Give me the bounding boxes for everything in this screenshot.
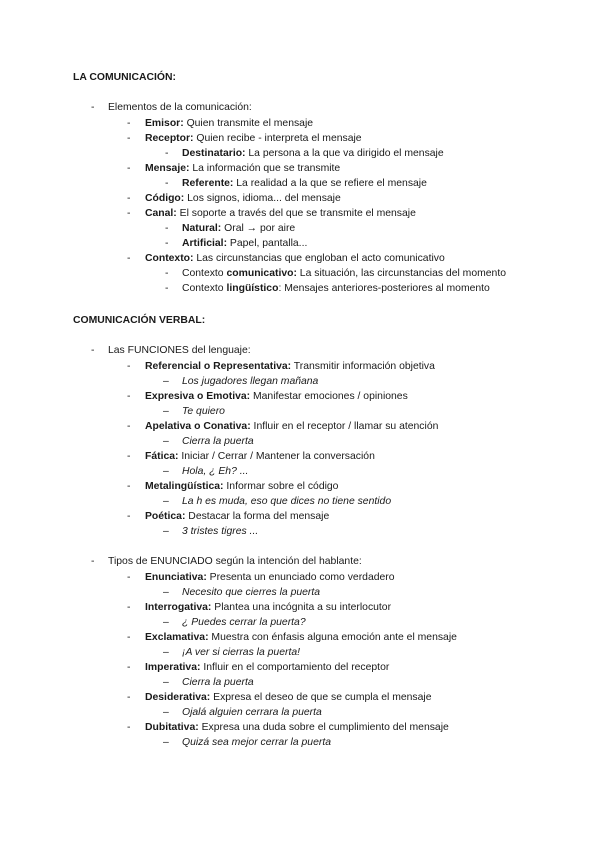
term: Expresiva o Emotiva: [145,391,251,402]
bullet: – [163,647,169,658]
prefix: Contexto [182,268,227,279]
definition: Expresa una duda sobre el cumplimiento del mensaje [198,722,449,733]
list-item [127,690,432,705]
bullet: – [163,677,169,688]
list-item [127,630,457,645]
list-item [127,116,314,131]
term: Código: [145,193,185,204]
list-item [165,176,427,191]
definition: La información que se transmite [189,163,341,174]
example: Cierra la puerta [182,436,254,447]
list-item [127,131,362,146]
bullet: - [127,208,131,219]
term: Interrogativa: [145,602,212,613]
definition: Quien transmite el mensaje [183,118,314,129]
list-item-funciones [91,343,251,358]
definition: Los signos, idioma... del mensaje [184,193,341,204]
section-heading-comunicacion-verbal: COMUNICACIÓN VERBAL: [73,315,206,326]
list-item [165,146,444,161]
term: Artificial: [182,238,228,249]
definition: El soporte a través del que se transmite el mensaje [176,208,416,219]
list-item [127,191,341,206]
list-item [165,281,490,296]
list-item [165,221,296,236]
term: Destinatario: [182,148,246,159]
list-item-text: Elementos de la comunicación: [108,102,252,113]
example: Necesito que cierres la puerta [182,587,321,598]
term: lingüístico [226,283,279,294]
example-item [163,494,392,509]
list-item [127,600,392,615]
definition: Muestra con énfasis alguna emoción ante el mensaje [208,632,457,643]
term: Metalingüística: [145,481,224,492]
term: Enunciativa: [145,572,207,583]
example-item [163,675,254,690]
definition: Destacar la forma del mensaje [185,511,330,522]
example: Cierra la puerta [182,677,254,688]
bullet: - [127,572,131,583]
definition: Quien recibe - interpreta el mensaje [193,133,362,144]
bullet: – [163,406,169,417]
definition: Influir en el receptor / llamar su atención [250,421,439,432]
definition: Papel, pantalla... [227,238,308,249]
term: comunicativo: [226,268,297,279]
definition: Las circunstancias que engloban el acto comunicativo [193,253,445,264]
list-item [127,161,341,176]
bullet: - [127,451,131,462]
bullet: - [127,722,131,733]
bullet: – [163,466,169,477]
bullet: – [163,587,169,598]
list-item [127,509,330,524]
example-item [163,705,322,720]
bullet: - [91,345,95,356]
term: Referente: [182,178,234,189]
bullet: – [163,707,169,718]
example-item [163,404,225,419]
bullet: - [127,692,131,703]
bullet: - [165,283,169,294]
example-item [163,585,321,600]
example: Ojalá alguien cerrara la puerta [182,707,322,718]
bullet: - [165,238,169,249]
definition: Plantea una incógnita a su interlocutor [211,602,392,613]
term: Dubitativa: [145,722,199,733]
bullet: - [127,421,131,432]
section-heading-comunicacion: LA COMUNICACIÓN: [73,72,176,83]
bullet: – [163,436,169,447]
bullet: - [127,163,131,174]
example: ¡A ver si cierras la puerta! [182,647,300,658]
term: Receptor: [145,133,194,144]
bullet: - [127,253,131,264]
example: ¿ Puedes cerrar la puerta? [182,617,306,628]
definition: Influir en el comportamiento del receptor [200,662,390,673]
definition: La situación, las circunstancias del momento [296,268,506,279]
list-item [127,359,435,374]
list-item [127,720,449,735]
list-item [127,419,439,434]
example: La h es muda, eso que dices no tiene sentido [182,496,392,507]
term: Fática: [145,451,179,462]
bullet: - [91,102,95,113]
example: Los jugadores llegan mañana [182,376,319,387]
example-item [163,464,249,479]
list-item [165,266,506,281]
list-item-tipos-enunciado [91,554,362,569]
bullet: – [163,737,169,748]
bullet: - [127,193,131,204]
definition: : Mensajes anteriores-posteriores al momento [278,283,490,294]
definition: Informar sobre el código [223,481,339,492]
term: Desiderativa: [145,692,211,703]
list-item [127,449,375,464]
bullet: - [165,268,169,279]
term: Mensaje: [145,163,190,174]
term: Contexto: [145,253,194,264]
definition: Presenta un enunciado como verdadero [206,572,395,583]
definition: La realidad a la que se refiere el mensaje [233,178,427,189]
term: Emisor: [145,118,184,129]
list-item [127,389,408,404]
example-item [163,374,319,389]
example-item [163,434,254,449]
bullet: - [165,148,169,159]
bullet: - [127,511,131,522]
bullet: – [163,376,169,387]
bullet: - [127,391,131,402]
definition: Expresa el deseo de que se cumpla el mensaje [210,692,432,703]
bullet: - [127,118,131,129]
definition: La persona a la que va dirigido el mensaje [245,148,444,159]
term: Imperativa: [145,662,201,673]
example-item [163,615,306,630]
list-item-elementos [91,100,252,115]
bullet: – [163,496,169,507]
example-item [163,735,331,750]
term: Canal: [145,208,177,219]
bullet: - [165,223,169,234]
example-item [163,524,259,539]
term: Apelativa o Conativa: [145,421,251,432]
bullet: - [127,632,131,643]
list-item [127,251,445,266]
prefix: Contexto [182,283,227,294]
list-item [127,206,416,221]
list-item [127,660,390,675]
example: 3 tristes tigres ... [182,526,259,537]
list-item [127,479,339,494]
definition: Manifestar emociones / opiniones [250,391,408,402]
bullet: - [127,662,131,673]
bullet: - [127,133,131,144]
bullet: - [127,361,131,372]
term: Poética: [145,511,186,522]
list-item-text: Las FUNCIONES del lenguaje: [108,345,251,356]
bullet: - [127,602,131,613]
term: Exclamativa: [145,632,209,643]
definition: Oral → por aire [221,223,296,234]
list-item [165,236,308,251]
example-item [163,645,300,660]
bullet: - [91,556,95,567]
definition: Transmitir información objetiva [291,361,435,372]
bullet: - [127,481,131,492]
bullet: – [163,617,169,628]
bullet: - [165,178,169,189]
list-item [127,570,395,585]
term: Referencial o Representativa: [145,361,292,372]
term: Natural: [182,223,222,234]
bullet: – [163,526,169,537]
example: Hola, ¿ Eh? ... [182,466,249,477]
example: Quizá sea mejor cerrar la puerta [182,737,331,748]
definition: Iniciar / Cerrar / Mantener la conversación [178,451,375,462]
list-item-text: Tipos de ENUNCIADO según la intención del hablante: [108,556,362,567]
example: Te quiero [182,406,225,417]
